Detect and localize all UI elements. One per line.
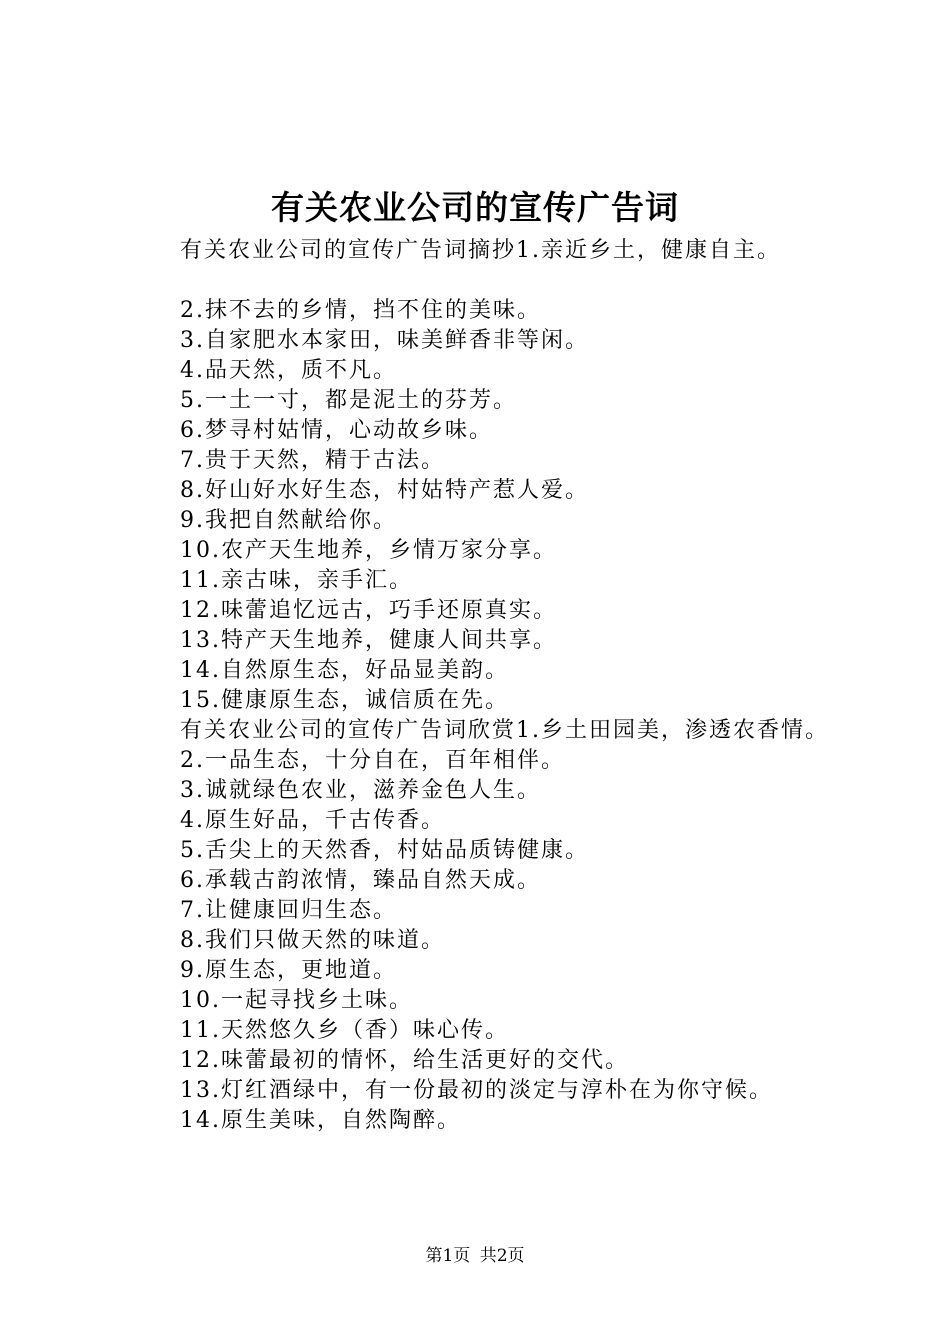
list-item: 14.自然原生态，好品显美韵。 [180,658,509,683]
list-item: 10.一起寻找乡土味。 [180,988,413,1013]
paragraph-gap [130,266,840,296]
document-title: 有关农业公司的宣传广告词 [271,188,679,227]
list-item: 7.让健康回归生态。 [180,898,397,923]
list-item: 3.自家肥水本家田，味美鲜香非等闲。 [180,328,589,353]
list-item: 8.好山好水好生态，村姑特产惹人爱。 [180,478,589,503]
section2-intro: 有关农业公司的宣传广告词欣赏1.乡土田园美，渗透农香情。 [180,718,829,743]
list-item: 3.诚就绿色农业，滋养金色人生。 [180,778,541,803]
list-item: 9.原生态，更地道。 [180,958,397,983]
list-item: 11.天然悠久乡（香）味心传。 [180,1018,509,1043]
page-total: 共2页 [479,1246,525,1266]
list-item: 8.我们只做天然的味道。 [180,928,445,953]
list-item: 14.原生美味，自然陶醉。 [180,1108,461,1133]
list-item: 6.承载古韵浓情，臻品自然天成。 [180,868,541,893]
list-item: 5.舌尖上的天然香，村姑品质铸健康。 [180,838,589,863]
list-item: 11.亲古味，亲手汇。 [180,568,413,593]
list-item: 2.抹不去的乡情，挡不住的美味。 [180,298,541,323]
list-item: 13.灯红酒绿中，有一份最初的淡定与淳朴在为你守候。 [180,1078,773,1103]
page-footer [0,1245,950,1267]
page-number: 第1页 [425,1246,471,1266]
list-item: 9.我把自然献给你。 [180,508,397,533]
list-item: 6.梦寻村姑情，心动故乡味。 [180,418,493,443]
list-item: 4.品天然，质不凡。 [180,358,397,383]
list-item: 10.农产天生地养，乡情万家分享。 [180,538,557,563]
list-item: 12.味蕾追忆远古，巧手还原真实。 [180,598,557,623]
list-item: 5.一土一寸，都是泥土的芬芳。 [180,388,517,413]
section1-intro: 有关农业公司的宣传广告词摘抄1.亲近乡土，健康自主。 [180,238,781,263]
document-body [130,236,840,1136]
list-item: 13.特产天生地养，健康人间共享。 [180,628,557,653]
section2-list [130,746,840,1136]
list-item: 12.味蕾最初的情怀，给生活更好的交代。 [180,1048,629,1073]
list-item: 4.原生好品，千古传香。 [180,808,445,833]
list-item: 15.健康原生态，诚信质在先。 [180,688,509,713]
section1-list [130,296,840,716]
list-item: 2.一品生态，十分自在，百年相伴。 [180,748,565,773]
list-item: 7.贵于天然，精于古法。 [180,448,445,473]
